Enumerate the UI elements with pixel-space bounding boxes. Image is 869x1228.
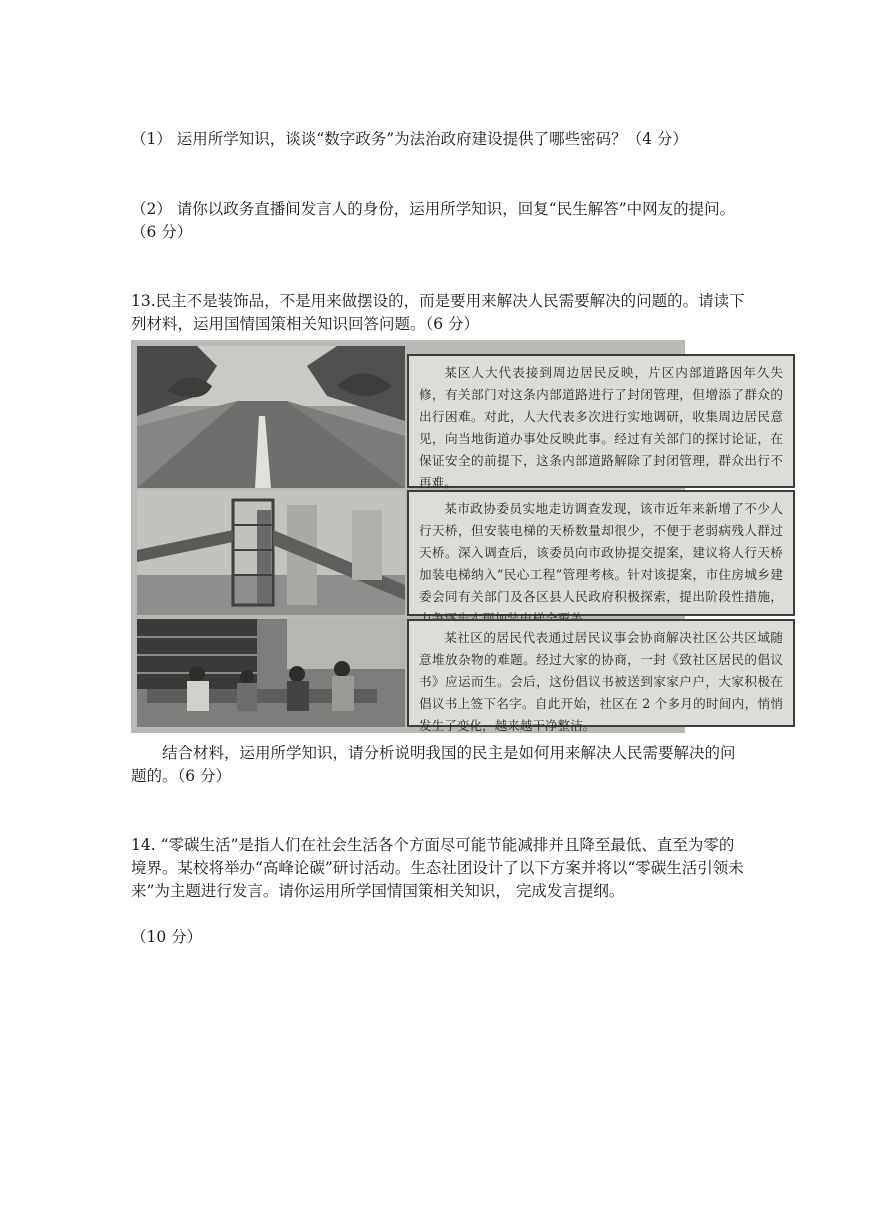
q14-stem: 14. “零碳生活”是指人们在社会生活各个方面尽可能节能减排并且降至最低、直至为零的境界。某校将举办“高峰论碳”研讨活动。生态社团设计了以下方案并将以“零碳生活引领未来”为主题进行发言。请你运用所学国情国策相关知识， 完成发言提纲。 — [131, 836, 744, 900]
q12-sub1: （1） 运用所学知识，谈谈“数字政务”为法治政府建设提供了哪些密码？（4 分） — [131, 130, 688, 148]
material-photo — [131, 340, 783, 733]
material-text-3: 某社区的居民代表通过居民议事会协商解决社区公共区域随意堆放杂物的难题。经过大家的协商，一封《致社区居民的倡议书》应运而生。会后，这份倡议书被送到家家户户，大家积极在倡议书上签下名字。自此开始，社区在 2 个多月的时间内，悄悄发生了变化，越来越干净整洁。 — [407, 619, 795, 727]
q12-sub2: （2） 请你以政务直播间发言人的身份，运用所学知识，回复“民生解答”中网友的提问。（6 分） — [131, 200, 736, 241]
material-text-1: 某区人大代表接到周边居民反映，片区内部道路因年久失修，有关部门对这条内部道路进行了封闭管理，但增添了群众的出行困难。对此，人大代表多次进行实地调研，收集周边居民意见，向当地街道办事处反映此事。经过有关部门的探讨论证，在保证安全的前提下，这条内部道路解除了封闭管理，群众出行不再难。 — [407, 354, 795, 488]
road-picture — [137, 346, 405, 488]
q13-stem: 13.民主不是装饰品，不是用来做摆设的，而是要用来解决人民需要解决的问题的。请读下列材料，运用国情国策相关知识回答问题。（6 分） — [131, 292, 745, 333]
q13-question: 结合材料，运用所学知识，请分析说明我国的民主是如何用来解决人民需要解决的问题的。（6 分） — [131, 744, 736, 785]
material-text-2: 某市政协委员实地走访调查发现，该市近年来新增了不少人行天桥，但安装电梯的天桥数量却很少，不便于老弱病残人群过天桥。深入调查后，该委员向市政协提交提案，建议将人行天桥加装电梯纳入“民心工程”管理考核。针对该提案，市住房城乡建委会同有关部门及各区县人民政府积极探索，提出阶段性措施， — [407, 490, 795, 616]
bridge-picture — [137, 490, 405, 615]
meeting-picture — [137, 619, 405, 727]
q14-score: （10 分） — [131, 928, 203, 946]
